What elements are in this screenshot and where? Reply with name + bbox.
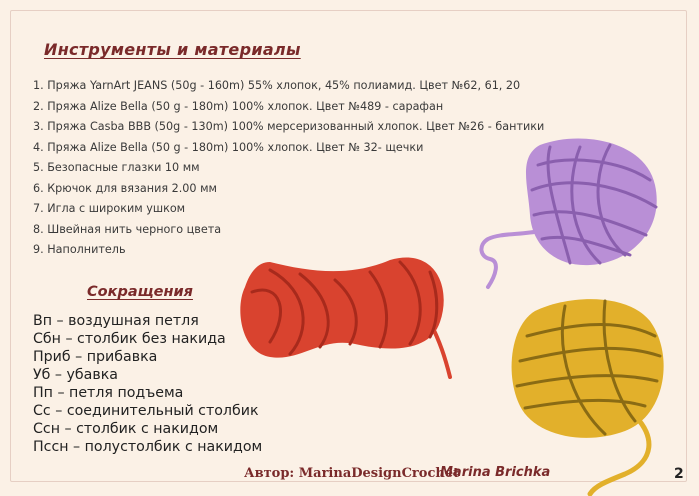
material-item: 4. Пряжа Alize Bella (50 g - 180m) 100% хлопок. Цвет № 32- щечки [33,140,424,154]
abbreviation-item: Вп – воздушная петля [33,313,199,329]
abbreviation-item: Сс – соединительный столбик [33,403,259,419]
material-item: 3. Пряжа Casba BBB (50g - 130m) 100% мерсеризованный хлопок. Цвет №26 - бантики [33,120,545,133]
abbreviations-heading: Сокращения [87,284,193,300]
abbreviation-item: Приб – прибавка [33,349,158,365]
abbreviation-item: Ссн – столбик с накидом [33,421,219,437]
abbreviation-item: Пп – петля подъема [33,385,184,401]
footer-author: Автор: MarinaDesignCrochet [244,466,460,481]
materials-list [33,76,544,261]
material-item: 1. Пряжа YarnArt JEANS (50g - 160m) 55% хлопок, 45% полиамид. Цвет №62, 61, 20 [33,79,521,92]
abbreviation-item: Пссн – полустолбик с накидом [33,439,263,455]
abbreviation-item: Уб – убавка [33,367,118,383]
yarn-ball-purple-icon [470,135,670,295]
abbreviations-list [33,312,262,456]
materials-heading: Инструменты и материалы [44,40,301,59]
material-item: 2. Пряжа Alize Bella (50 g - 180m) 100% хлопок. Цвет №489 - сарафан [33,99,444,113]
material-item: 8. Швейная нить черного цвета [33,222,222,236]
yarn-ball-red-icon [240,252,460,387]
footer-signature: Marina Brichka [440,465,551,480]
abbreviation-item: Сбн – столбик без накида [33,331,226,347]
material-item: 9. Наполнитель [33,243,126,256]
page-number: 2 [674,466,684,482]
material-item: 7. Игла с широким ушком [33,202,186,215]
material-item: 6. Крючок для вязания 2.00 мм [33,181,217,195]
material-item: 5. Безопасные глазки 10 мм [33,161,200,174]
